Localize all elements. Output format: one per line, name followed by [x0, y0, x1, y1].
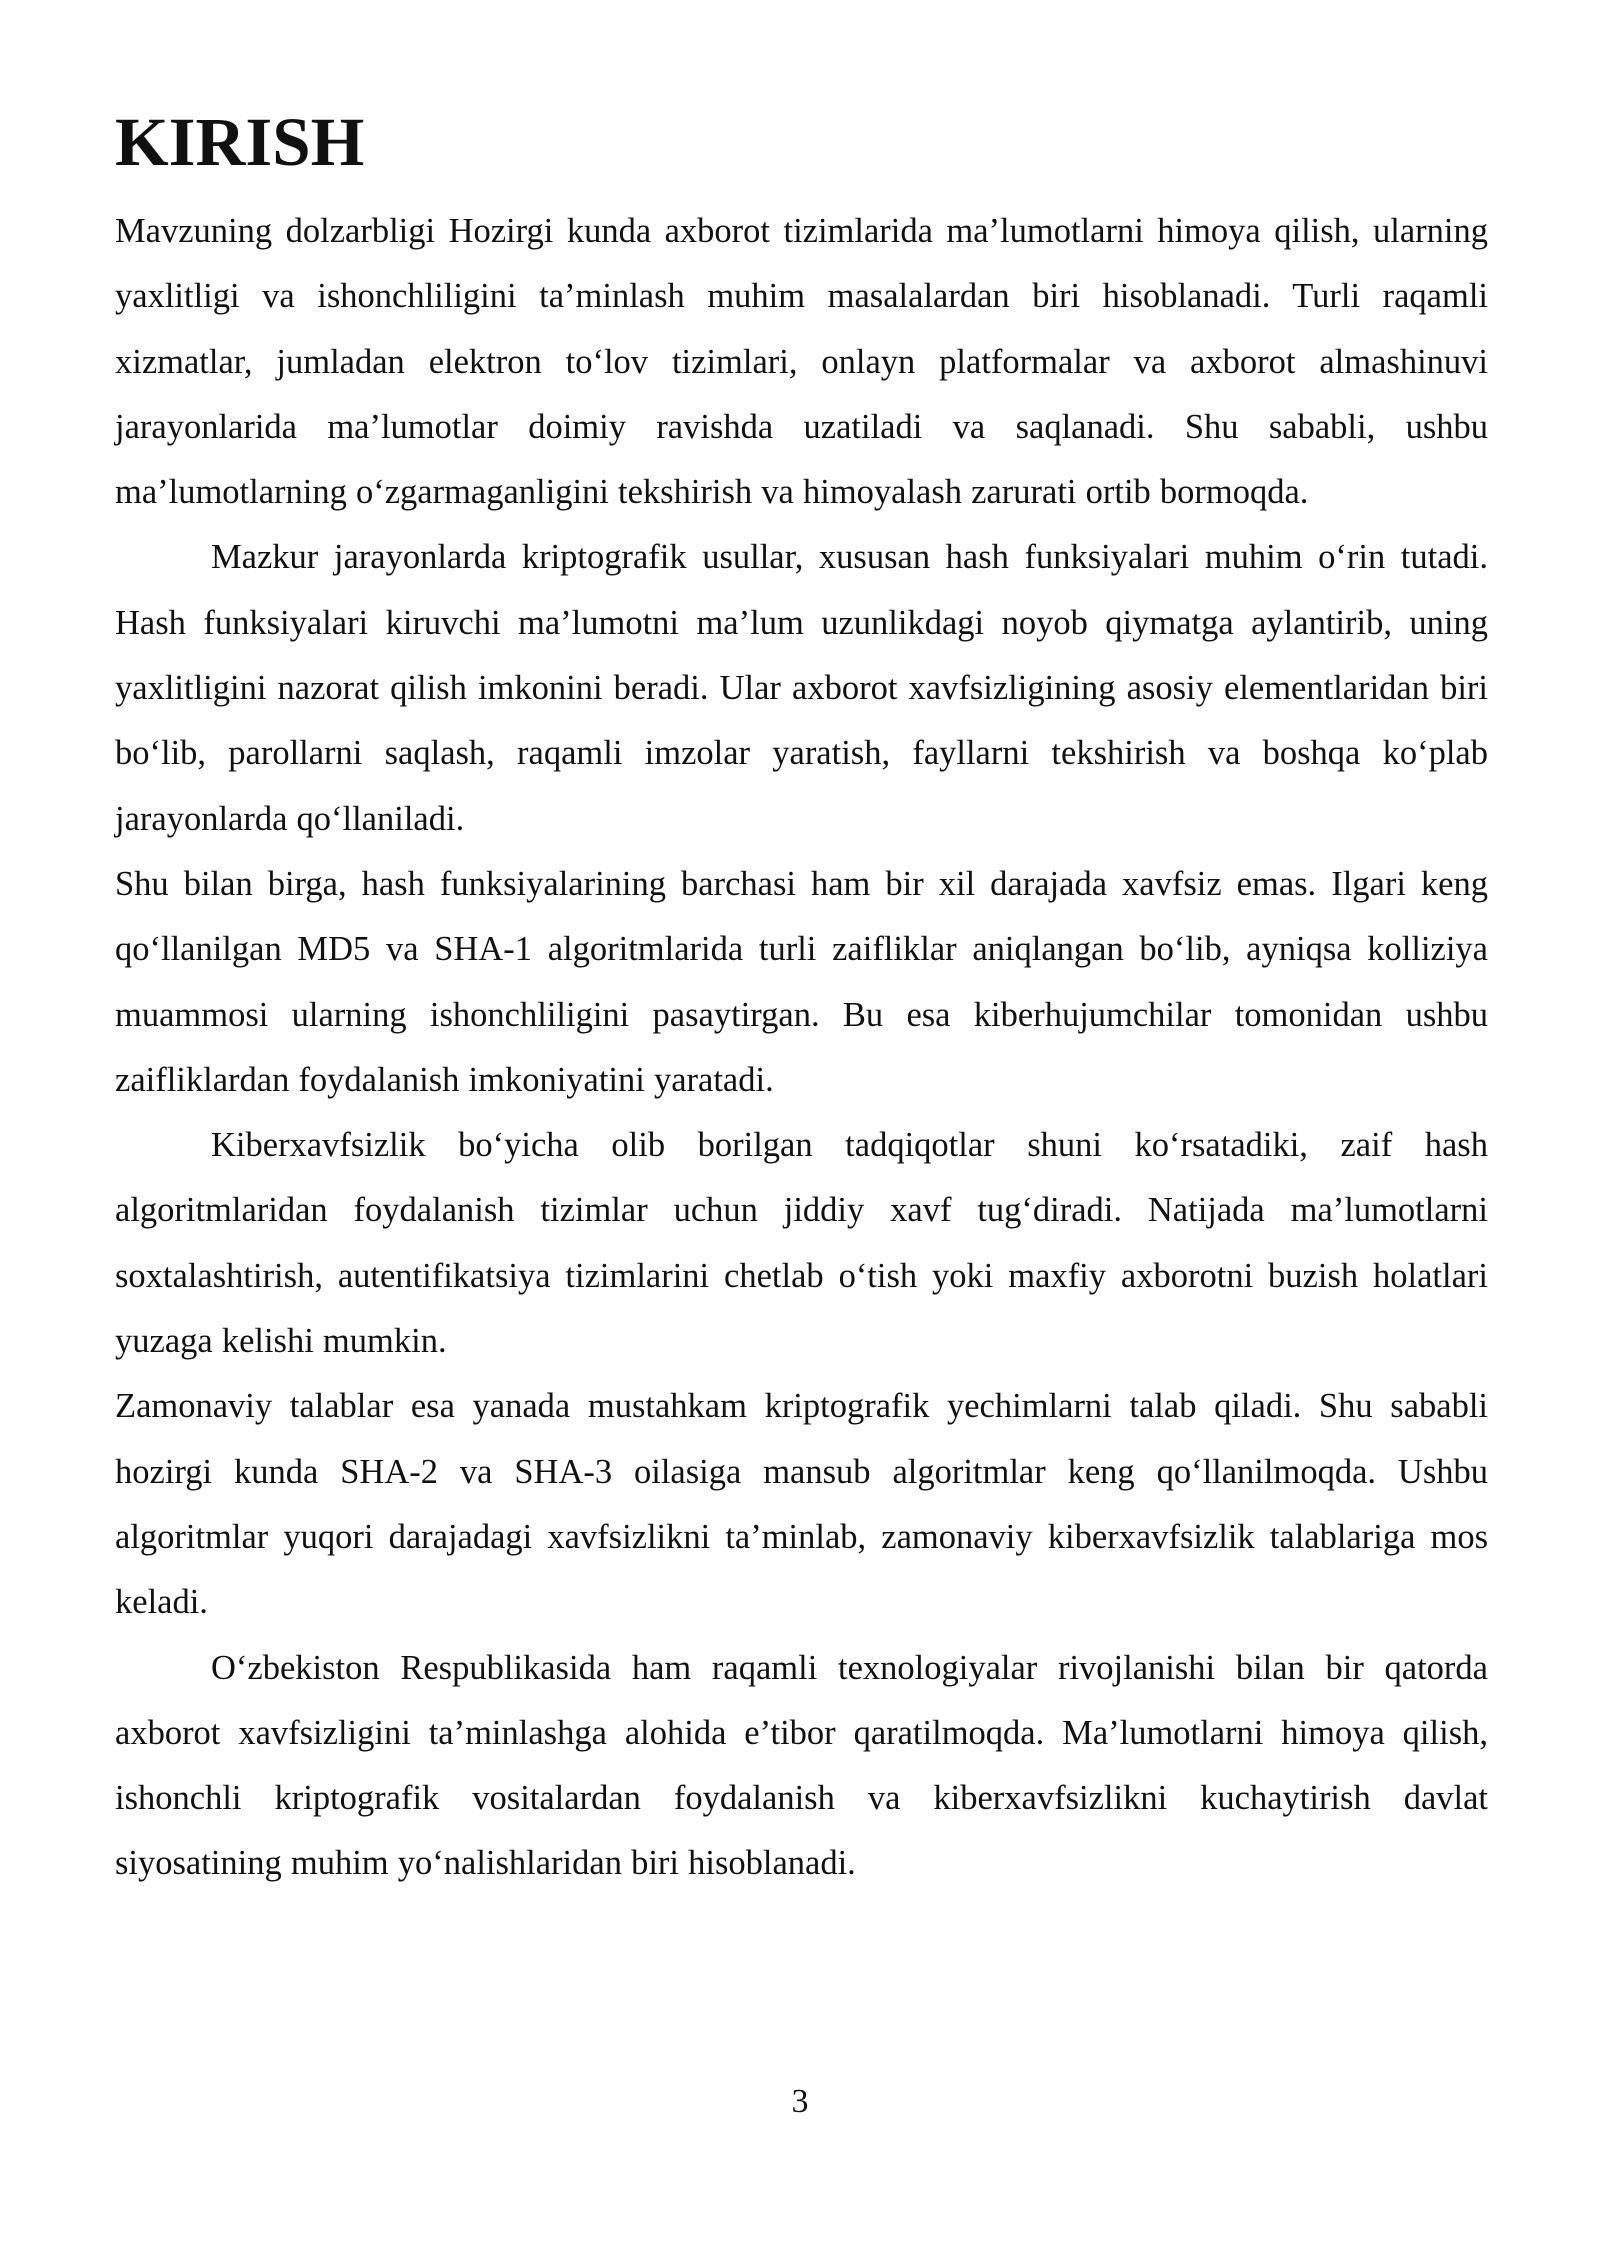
paragraph-1: Mavzuning dolzarbligi Hozirgi kunda axborot tizimlarida ma’lumotlarni himoya qilish, ularning yaxlitligi va ishonchliligini ta’minlash muhim masalalardan biri hisoblanadi. Turli raqamli xizmatlar, jumladan elektron to‘lov tizimlari, onlayn platformalar va axborot almashinuvi jarayonlarida ma’lumotlar doimiy ravishda uzatiladi va saqlanadi. Shu sababli, ushbu ma’lumotlarning o‘zgarmaganligini tekshirish va himoyalash zarurati ortib bormoqda. [115, 212, 1488, 512]
paragraph-5: Zamonaviy talablar esa yanada mustahkam kriptografik yechimlarni talab qiladi. Shu sababli hozirgi kunda SHA-2 va SHA-3 oilasiga mansub algoritmlar keng qo‘llanilmoqda. Ushbu algoritmlar yuqori darajadagi xavfsizlikni ta’minlab, zamonaviy kiberxavfsizlik talablariga mos keladi. [115, 1387, 1488, 1622]
paragraph-4: Kiberxavfsizlik bo‘yicha olib borilgan tadqiqotlar shuni ko‘rsatadiki, zaif hash algoritmlaridan foydalanish tizimlar uchun jiddiy xavf tug‘diradi. Natijada ma’lumotlarni soxtalashtirish, autentifikatsiya tizimlarini chetlab o‘tish yoki maxfiy axborotni buzish holatlari yuzaga kelishi mumkin. [115, 1126, 1488, 1361]
section-heading: KIRISH [115, 104, 365, 180]
paragraph-2: Mazkur jarayonlarda kriptografik usullar, xususan hash funksiyalari muhim o‘rin tutadi. Hash funksiyalari kiruvchi ma’lumotni ma’lum uzunlikdagi noyob qiymatga aylantirib, uning yaxlitligini nazorat qilish imkonini beradi. Ular axborot xavfsizligining asosiy elementlaridan biri bo‘lib, parollarni saqlash, raqamli imzolar yaratish, fayllarni tekshirish va boshqa ko‘plab jarayonlarda qo‘llaniladi. [115, 538, 1488, 838]
paragraph-3: Shu bilan birga, hash funksiyalarining barchasi ham bir xil darajada xavfsiz emas. Ilgari keng qo‘llanilgan MD5 va SHA-1 algoritmlarida turli zaifliklar aniqlangan bo‘lib, ayniqsa kolliziya muammosi ularning ishonchliligini pasaytirgan. Bu esa kiberhujumchilar tomonidan ushbu zaifliklardan foydalanish imkoniyatini yaratadi. [115, 864, 1488, 1099]
page-content [115, 104, 1488, 1897]
page-number: 3 [791, 2083, 809, 2120]
paragraph-6: O‘zbekiston Respublikasida ham raqamli texnologiyalar rivojlanishi bilan bir qatorda axborot xavfsizligini ta’minlashga alohida e’tibor qaratilmoqda. Ma’lumotlarni himoya qilish, ishonchli kriptografik vositalardan foydalanish va kiberxavfsizlikni kuchaytirish davlat siyosatining muhim yo‘nalishlaridan biri hisoblanadi. [115, 1648, 1488, 1883]
